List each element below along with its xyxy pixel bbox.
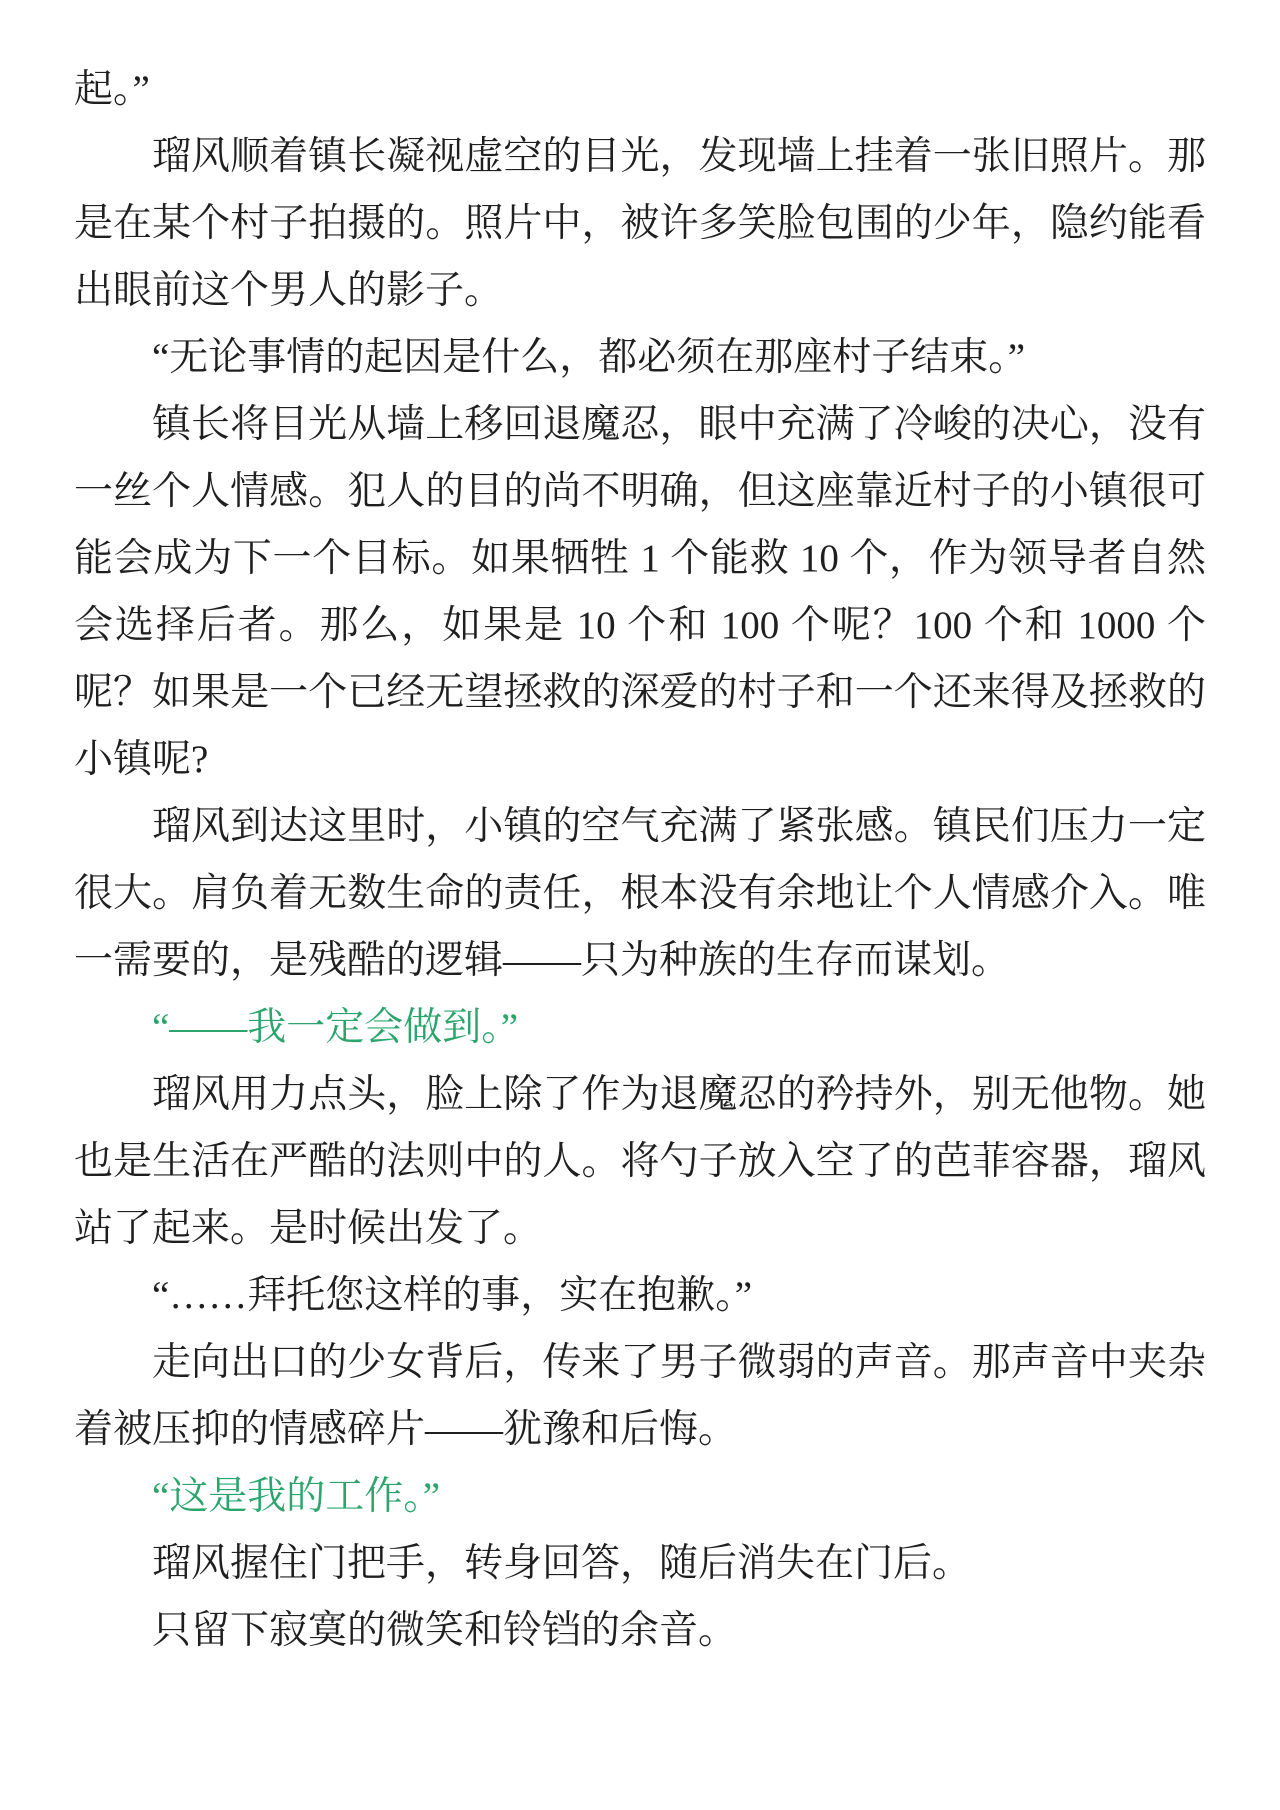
paragraph-continuation: 起。” [74,68,150,111]
paragraph-dialogue-highlighted: “——我一定会做到。” [152,1006,519,1049]
paragraph: 瑠风到达这里时，小镇的空气充满了紧张感。镇民们压力一定很大。肩负着无数生命的责任，根本没有余地让个人情感介入。唯一需要的，是残酷的逻辑——只为种族的生存而谋划。 [74,805,1206,982]
paragraph: 瑠风握住门把手，转身回答，随后消失在门后。 [152,1542,972,1585]
paragraph-dialogue: “无论事情的起因是什么，都必须在那座村子结束。” [152,336,1026,379]
paragraph: 镇长将目光从墙上移回退魔忍，眼中充满了冷峻的决心，没有一丝个人情感。犯人的目的尚不明确，但这座靠近村子的小镇很可能会成为下一个目标。如果牺牲 1 个能救 10 个，作为领导者自然会选择后者。那么，如果是 10 个和 100 个呢？100 个和 1000 个呢？如果是一个已经无望拯救的深爱的村子和一个还来得及拯救的小镇呢? [74,403,1206,781]
paragraph: 瑠风顺着镇长凝视虚空的目光，发现墙上挂着一张旧照片。那是在某个村子拍摄的。照片中，被许多笑脸包围的少年，隐约能看出眼前这个男人的影子。 [74,135,1206,312]
paragraph: 只留下寂寞的微笑和铃铛的余音。 [152,1609,738,1652]
body-text [74,56,1206,1664]
paragraph: 走向出口的少女背后，传来了男子微弱的声音。那声音中夹杂着被压抑的情感碎片——犹豫和后悔。 [74,1341,1206,1451]
paragraph-dialogue-highlighted: “这是我的工作。” [152,1475,441,1518]
paragraph: 瑠风用力点头，脸上除了作为退魔忍的矜持外，别无他物。她也是生活在严酷的法则中的人。将勺子放入空了的芭菲容器，瑠风站了起来。是时候出发了。 [74,1073,1206,1250]
paragraph-dialogue: “……拜托您这样的事，实在抱歉。” [152,1274,753,1317]
